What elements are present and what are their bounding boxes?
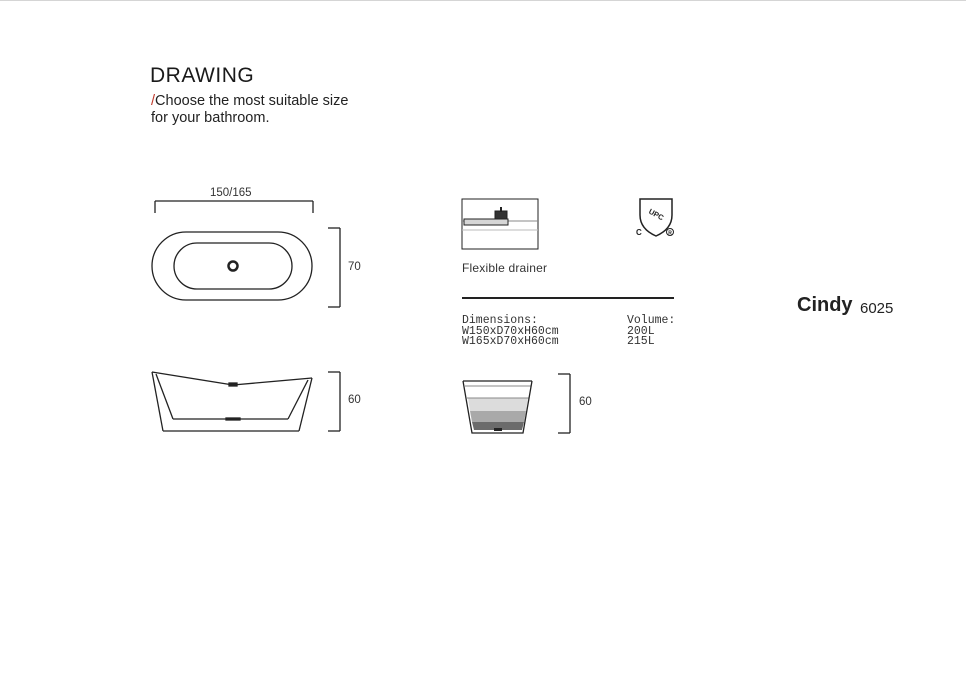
side-drain-icon bbox=[226, 418, 240, 420]
dimension-value: W150xD70xH60cm bbox=[462, 324, 559, 338]
upc-c-mark: C bbox=[636, 228, 642, 237]
subtitle-line-1: Choose the most suitable size bbox=[155, 93, 349, 109]
side-height-label: 60 bbox=[348, 394, 361, 406]
top-view-drawing bbox=[152, 201, 340, 307]
drainer-caption: Flexible drainer bbox=[462, 261, 548, 275]
depth-dimension-label: 70 bbox=[348, 261, 361, 273]
tub-side-inner-right bbox=[288, 380, 308, 419]
tub-side-left-wall bbox=[152, 372, 163, 431]
dimensions-block bbox=[462, 316, 559, 348]
tub-side-inner-left bbox=[156, 374, 173, 419]
width-dimension-label: 150/165 bbox=[210, 187, 252, 199]
volume-label: Volume: bbox=[627, 314, 676, 327]
drainer-drawing bbox=[462, 199, 538, 249]
page-title: DRAWING bbox=[150, 64, 255, 87]
registered-mark-letter: R bbox=[668, 230, 672, 237]
subtitle-line-2: for your bathroom. bbox=[151, 110, 270, 126]
end-height-label: 60 bbox=[579, 396, 592, 408]
drainer-pipe bbox=[464, 219, 508, 225]
drainer-trap-icon bbox=[495, 211, 507, 219]
water-level-medium bbox=[470, 411, 526, 422]
end-drain-icon bbox=[494, 428, 502, 431]
water-level-light bbox=[468, 398, 528, 411]
product-code: 6025 bbox=[860, 300, 894, 317]
tub-outer-rim bbox=[152, 232, 312, 300]
volume-value: 200L bbox=[627, 324, 655, 338]
drain-icon bbox=[229, 262, 238, 271]
upc-certification-icon bbox=[636, 199, 674, 237]
end-view-drawing bbox=[463, 374, 570, 433]
volume-value: 215L bbox=[627, 335, 655, 348]
dimension-value: W165xD70xH60cm bbox=[462, 335, 559, 348]
upc-ring-text: UPC bbox=[647, 206, 666, 223]
tub-inner-basin bbox=[174, 243, 292, 289]
product-name: Cindy bbox=[797, 294, 853, 316]
overflow-icon bbox=[229, 383, 237, 386]
side-view-drawing bbox=[152, 372, 340, 431]
volume-block bbox=[627, 316, 675, 348]
subtitle-slash: / bbox=[151, 93, 156, 109]
dimensions-label: Dimensions: bbox=[462, 314, 538, 327]
